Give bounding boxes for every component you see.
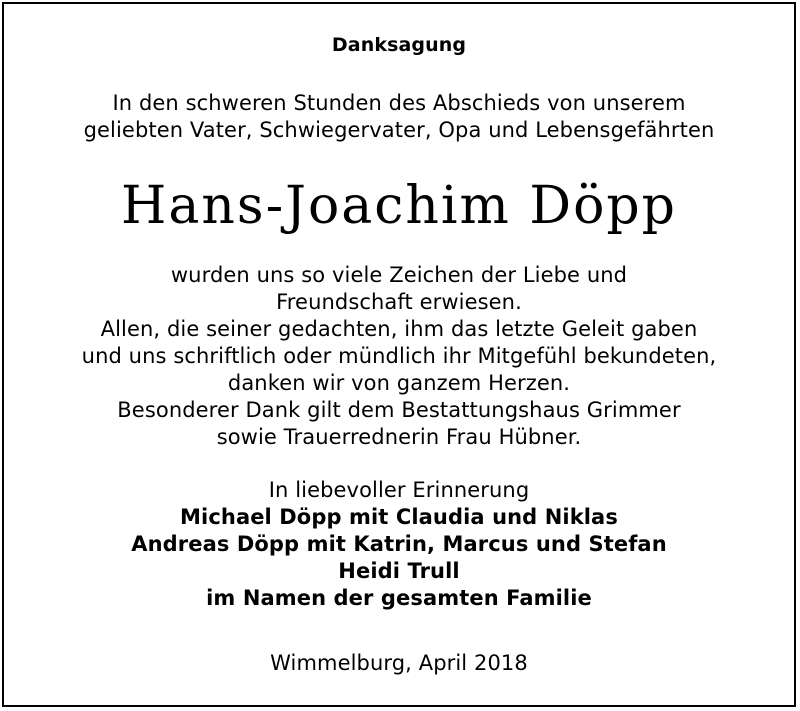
notice-heading: Danksagung	[331, 34, 467, 56]
deceased-name: Hans-Joachim Döpp	[121, 176, 677, 236]
body-line-3: Allen, die seiner gedachten, ihm das letzte Geleit gaben	[100, 317, 698, 341]
memory-line: In liebevoller Erinnerung	[268, 478, 530, 502]
body-line-5: danken wir von ganzem Herzen.	[227, 371, 571, 395]
body-line-7: sowie Trauerrednerin Frau Hübner.	[216, 425, 582, 449]
signatory-1: Michael Döpp mit Claudia und Niklas	[180, 505, 618, 529]
signatory-2: Andreas Döpp mit Katrin, Marcus und Stefan	[131, 532, 667, 556]
signatory-4: im Namen der gesamten Familie	[206, 586, 592, 610]
body-line-6: Besonderer Dank gilt dem Bestattungshaus Grimmer	[117, 398, 681, 422]
place-date: Wimmelburg, April 2018	[270, 651, 528, 675]
signatory-3: Heidi Trull	[338, 559, 460, 583]
obituary-notice	[2, 2, 796, 707]
body-line-2: Freundschaft erwiesen.	[276, 290, 522, 314]
intro-line-2: geliebten Vater, Schwiegervater, Opa und Lebensgefährten	[83, 118, 715, 142]
body-line-1: wurden uns so viele Zeichen der Liebe und	[170, 263, 628, 287]
intro-line-1: In den schweren Stunden des Abschieds von unserem	[112, 91, 686, 115]
body-line-4: und uns schriftlich oder mündlich ihr Mitgefühl bekundeten,	[81, 344, 717, 368]
